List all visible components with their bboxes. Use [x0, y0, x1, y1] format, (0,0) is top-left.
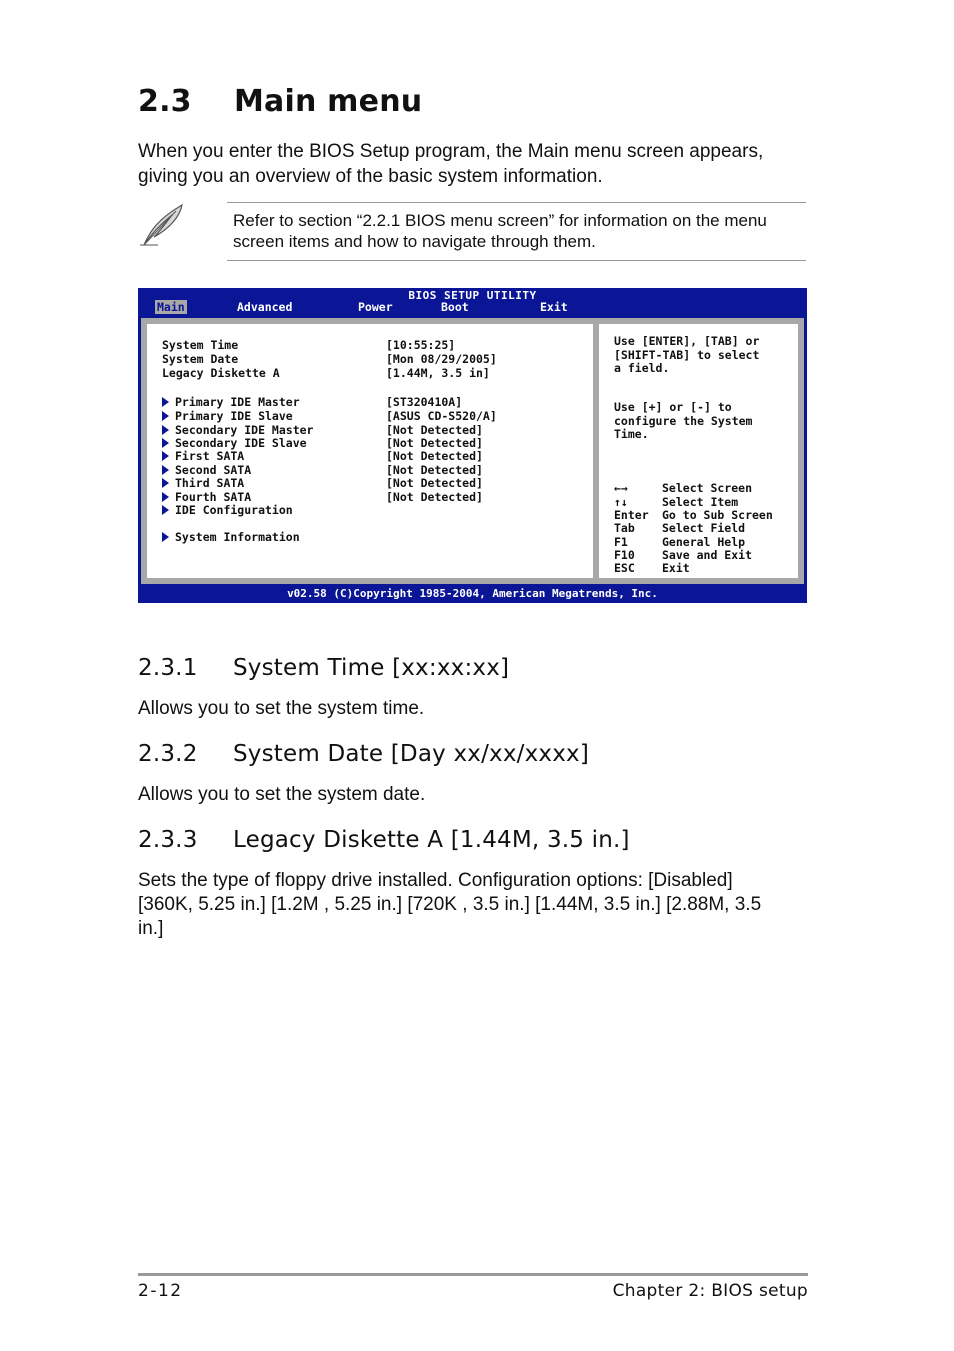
subsection-heading-system-time: 2.3.1 System Time [xx:xx:xx]: [138, 655, 510, 681]
bios-value-legacy-diskette[interactable]: [1.44M, 3.5 in]: [386, 366, 490, 380]
bios-item-legacy-diskette[interactable]: Legacy Diskette A: [162, 366, 280, 380]
submenu-arrow-icon: [162, 425, 169, 435]
subsection-heading-system-date: 2.3.2 System Date [Day xx/xx/xxxx]: [138, 741, 590, 767]
bios-title: BIOS SETUP UTILITY: [408, 289, 537, 302]
feather-pen-icon: [136, 201, 188, 247]
bios-tab-advanced[interactable]: Advanced: [237, 300, 293, 314]
bios-item-system-date[interactable]: System Date: [162, 352, 239, 366]
submenu-arrow-icon: [162, 438, 169, 448]
section-heading: [138, 84, 422, 119]
intro-paragraph: When you enter the BIOS Setup program, the Main menu screen appears, giving you an overview of the basic system information.: [138, 141, 764, 187]
bios-item-first-sata[interactable]: First SATA: [162, 450, 244, 464]
bios-value-secondary-ide-slave: [Not Detected]: [386, 436, 483, 450]
bios-key-enter: Enter Go to Sub Screen: [614, 508, 773, 522]
page-number: 2-12: [138, 1281, 183, 1301]
subsection-body-system-date: Allows you to set the system date.: [138, 784, 426, 805]
bios-item-primary-ide-master[interactable]: Primary IDE Master: [162, 396, 300, 410]
chapter-title: Chapter 2: BIOS setup: [612, 1281, 808, 1301]
submenu-arrow-icon: [162, 505, 169, 515]
bios-item-fourth-sata[interactable]: Fourth SATA: [162, 491, 251, 505]
bios-value-first-sata: [Not Detected]: [386, 449, 483, 463]
bios-value-secondary-ide-master: [Not Detected]: [386, 423, 483, 437]
submenu-arrow-icon: [162, 492, 169, 502]
bios-item-system-information[interactable]: System Information: [162, 531, 300, 545]
bios-item-primary-ide-slave[interactable]: Primary IDE Slave: [162, 410, 293, 424]
bios-key-f10: F10 Save and Exit: [614, 548, 753, 562]
bios-item-system-time[interactable]: System Time: [162, 338, 239, 352]
submenu-arrow-icon: [162, 478, 169, 488]
section-title: Main menu: [234, 84, 423, 119]
bios-help-field-select: Use [ENTER], [TAB] or [SHIFT-TAB] to select a field.: [614, 334, 760, 375]
bios-key-select-item: ↑↓ Select Item: [614, 495, 739, 509]
note-text: Refer to section “2.2.1 BIOS menu screen” for information on the menu screen items and how to navigate through them.: [233, 211, 767, 251]
subsection-body-legacy-diskette: Sets the type of floppy drive installed. Configuration options: [Disabled] [360K, 5.25 in.] [1.2M , 5.25 in.] [720K , 3.5 in.] [1.44M, 3.5 in.] [2.88M, 3.5 in.]: [138, 870, 762, 939]
bios-item-second-sata[interactable]: Second SATA: [162, 464, 251, 478]
bios-item-secondary-ide-master[interactable]: Secondary IDE Master: [162, 424, 313, 438]
bios-value-system-time[interactable]: [10:55:25]: [386, 338, 456, 352]
bios-value-third-sata: [Not Detected]: [386, 476, 483, 490]
bios-key-f1: F1 General Help: [614, 535, 746, 549]
bios-tab-exit[interactable]: Exit: [540, 300, 568, 314]
bios-item-ide-configuration[interactable]: IDE Configuration: [162, 504, 293, 518]
bios-item-secondary-ide-slave[interactable]: Secondary IDE Slave: [162, 437, 307, 451]
submenu-arrow-icon: [162, 465, 169, 475]
note-top-rule: [227, 202, 806, 203]
left-right-arrows-icon: ←→: [614, 481, 628, 495]
up-down-arrows-icon: ↑↓: [614, 495, 628, 509]
bios-key-esc: ESC Exit: [614, 561, 690, 575]
subsection-heading-legacy-diskette: 2.3.3 Legacy Diskette A [1.44M, 3.5 in.]: [138, 827, 630, 853]
bios-help-configure: Use [+] or [-] to configure the System Time.: [614, 400, 753, 441]
bios-screen: [138, 288, 807, 603]
bios-item-third-sata[interactable]: Third SATA: [162, 477, 244, 491]
submenu-arrow-icon: [162, 451, 169, 461]
bios-value-primary-ide-slave: [ASUS CD-S520/A]: [386, 409, 497, 423]
bios-value-primary-ide-master: [ST320410A]: [386, 395, 463, 409]
note-bottom-rule: [227, 260, 806, 261]
bios-key-select-screen: ←→ Select Screen: [614, 481, 753, 495]
bios-tab-power[interactable]: Power: [358, 300, 393, 314]
bios-key-tab: Tab Select Field: [614, 521, 746, 535]
submenu-arrow-icon: [162, 397, 169, 407]
subsection-body-system-time: Allows you to set the system time.: [138, 698, 425, 719]
section-number: 2.3: [138, 84, 192, 119]
bios-tab-boot[interactable]: Boot: [441, 300, 469, 314]
bios-copyright: v02.58 (C)Copyright 1985-2004, American Megatrends, Inc.: [287, 587, 658, 600]
bios-tab-main[interactable]: Main: [157, 300, 185, 314]
submenu-arrow-icon: [162, 532, 169, 542]
bios-value-second-sata: [Not Detected]: [386, 463, 483, 477]
bios-value-fourth-sata: [Not Detected]: [386, 490, 483, 504]
submenu-arrow-icon: [162, 411, 169, 421]
footer-rule: [138, 1273, 808, 1276]
bios-value-system-date[interactable]: [Mon 08/29/2005]: [386, 352, 497, 366]
